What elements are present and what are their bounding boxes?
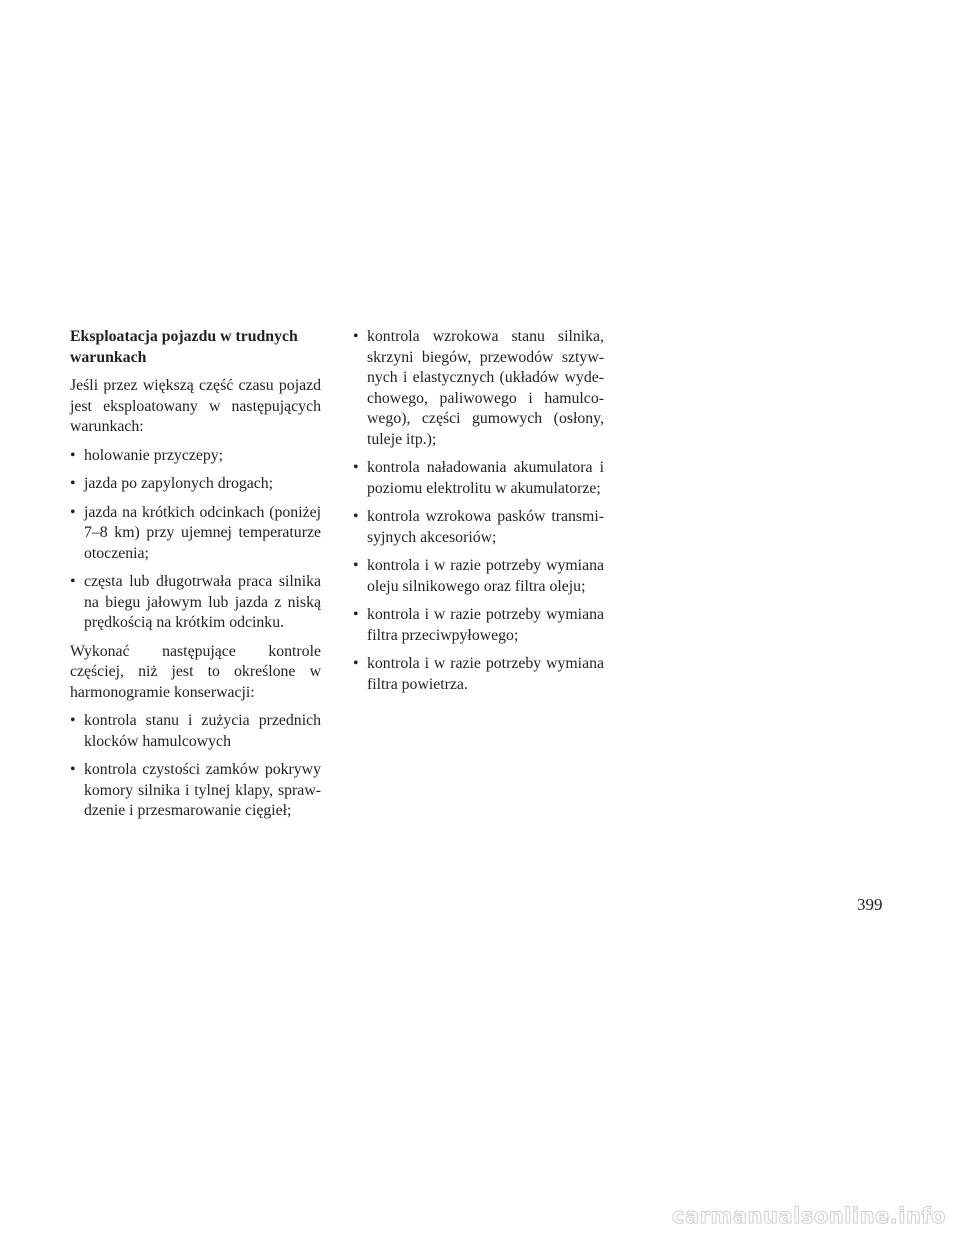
left-column — [70, 327, 321, 830]
check-item: • kontrola czystości zamków pokrywy komory silnika i tylnej klapy, sprawdzenie i przesmarowanie cięgieł; — [70, 760, 321, 822]
check-item: • kontrola stanu i zużycia przednich klocków hamulcowych — [70, 711, 321, 752]
check-item: • kontrola i w razie potrzeby wymiana filtra przeciwpyłowego; — [353, 605, 604, 646]
checks-list-right — [353, 327, 604, 695]
intro-paragraph: Jeśli przez większą część czasu pojazd jest eksploatowany w następujących warunkach: — [70, 377, 321, 435]
condition-item: • jazda po zapylonych drogach; — [70, 474, 321, 495]
check-item: • kontrola i w razie potrzeby wymiana filtra powietrza. — [353, 654, 604, 695]
condition-item: • jazda na krótkich odcinkach (poniżej 7–8 km) przy ujemnej temperaturze otoczenia; — [70, 503, 321, 565]
check-item: • kontrola wzrokowa stanu silnika, skrzyni biegów, przewodów sztywnych i elastycznych (układów wydechowego, paliwowego i hamulcowego), części gumowych (osłony, tuleje itp.); — [353, 327, 604, 450]
conditions-list — [70, 446, 321, 634]
check-item: • kontrola i w razie potrzeby wymiana oleju silnikowego oraz filtra oleju; — [353, 556, 604, 597]
section-heading: Eksploatacja pojazdu w trudnych warunkach — [70, 328, 298, 366]
page-number: 399 — [857, 895, 883, 914]
check-item: • kontrola naładowania akumulatora i poziomu elektrolitu w akumulatorze; — [353, 458, 604, 499]
condition-item: • częsta lub długotrwała praca silnika na biegu jałowym lub jazda z niską prędkością na krótkim odcinku. — [70, 572, 321, 634]
right-column — [353, 327, 604, 703]
condition-item: • holowanie przyczepy; — [70, 446, 321, 467]
checks-list-left — [70, 711, 321, 822]
check-item: • kontrola wzrokowa pasków transmisyjnych akcesoriów; — [353, 507, 604, 548]
watermark: carmanualsonline.info — [672, 1204, 946, 1228]
instruction-paragraph: Wykonać następujące kontrole częściej, niż jest to określone w harmonogramie konserwacji: — [70, 642, 321, 701]
